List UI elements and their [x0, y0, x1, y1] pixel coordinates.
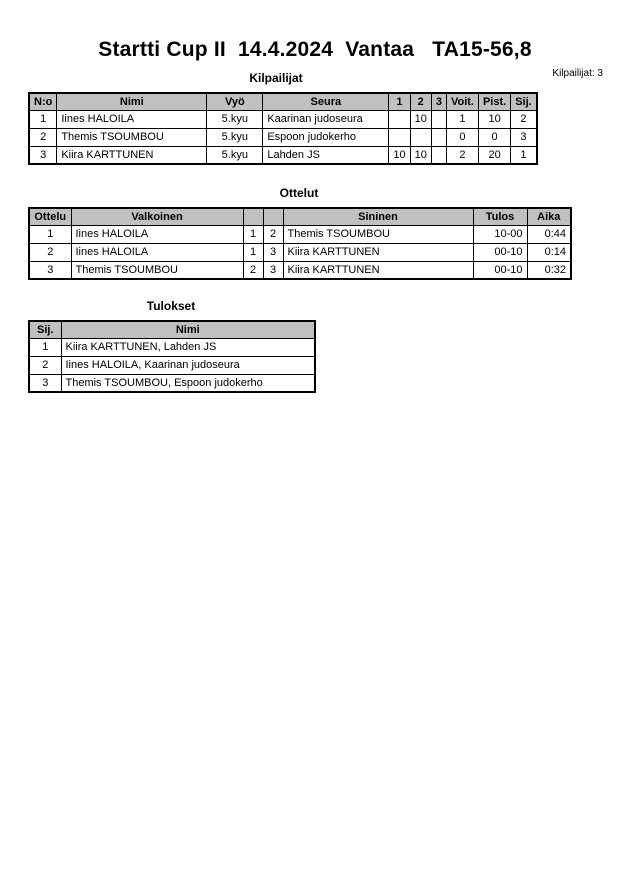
competitor-row [29, 110, 537, 128]
competitors-table [28, 92, 538, 165]
cell-name: Iines HALOILA [57, 110, 207, 128]
cell-match2 [410, 128, 431, 146]
cell-belt: 5.kyu [207, 128, 263, 146]
col-header-points: Pist. [478, 93, 510, 110]
cell-match-no: 3 [29, 261, 71, 279]
cell-blue-no: 2 [263, 225, 283, 243]
cell-points: 20 [478, 146, 510, 164]
cell-blue-no: 3 [263, 243, 283, 261]
cell-time: 0:32 [527, 261, 571, 279]
match-row [29, 243, 571, 261]
matches-heading: Ottelut [279, 186, 319, 200]
cell-white-name: Iines HALOILA [71, 225, 243, 243]
cell-rank: 2 [511, 110, 537, 128]
cell-match3 [431, 146, 446, 164]
cell-club: Lahden JS [263, 146, 389, 164]
competitors-header-row [29, 93, 537, 110]
cell-points: 0 [478, 128, 510, 146]
results-header-row [29, 321, 315, 338]
cell-match1 [389, 128, 410, 146]
col-header-name: Nimi [57, 93, 207, 110]
cell-rank: 1 [511, 146, 537, 164]
result-row [29, 374, 315, 392]
cell-white-no: 2 [243, 261, 263, 279]
cell-wins: 2 [446, 146, 478, 164]
col-header-no: N:o [29, 93, 57, 110]
cell-result-name: Kiira KARTTUNEN, Lahden JS [61, 338, 315, 356]
cell-no: 2 [29, 128, 57, 146]
cell-time: 0:14 [527, 243, 571, 261]
page-title: Startti Cup II 14.4.2024 Vantaa TA15-56,8 [98, 38, 532, 61]
col-header-match-no: Ottelu [29, 208, 71, 225]
col-header-place: Sij. [29, 321, 61, 338]
cell-result-name: Iines HALOILA, Kaarinan judoseura [61, 356, 315, 374]
cell-match-no: 2 [29, 243, 71, 261]
match-row [29, 261, 571, 279]
cell-blue-name: Themis TSOUMBOU [283, 225, 473, 243]
result-row [29, 338, 315, 356]
cell-no: 1 [29, 110, 57, 128]
col-header-wins: Voit. [446, 93, 478, 110]
cell-time: 0:44 [527, 225, 571, 243]
cell-result: 00-10 [473, 261, 527, 279]
col-header-match1: 1 [389, 93, 410, 110]
cell-blue-no: 3 [263, 261, 283, 279]
col-header-white: Valkoinen [71, 208, 243, 225]
cell-result: 00-10 [473, 243, 527, 261]
cell-match1 [389, 110, 410, 128]
cell-place: 3 [29, 374, 61, 392]
competitors-heading: Kilpailijat [249, 71, 303, 85]
col-header-result: Tulos [473, 208, 527, 225]
competitor-row [29, 128, 537, 146]
cell-white-name: Iines HALOILA [71, 243, 243, 261]
result-row [29, 356, 315, 374]
cell-club: Espoon judokerho [263, 128, 389, 146]
cell-club: Kaarinan judoseura [263, 110, 389, 128]
col-header-match3: 3 [431, 93, 446, 110]
cell-place: 1 [29, 338, 61, 356]
cell-match3 [431, 128, 446, 146]
col-header-match2: 2 [410, 93, 431, 110]
col-header-blue: Sininen [283, 208, 473, 225]
col-header-rank: Sij. [511, 93, 537, 110]
col-header-time: Aika [527, 208, 571, 225]
col-header-white-no [243, 208, 263, 225]
cell-match-no: 1 [29, 225, 71, 243]
match-row [29, 225, 571, 243]
cell-result: 10-00 [473, 225, 527, 243]
results-table [28, 320, 316, 393]
cell-match2: 10 [410, 110, 431, 128]
cell-match3 [431, 110, 446, 128]
competitors-count: Kilpailijat: 3 [552, 68, 603, 79]
cell-belt: 5.kyu [207, 110, 263, 128]
cell-name: Themis TSOUMBOU [57, 128, 207, 146]
cell-rank: 3 [511, 128, 537, 146]
cell-wins: 1 [446, 110, 478, 128]
matches-header-row [29, 208, 571, 225]
cell-white-name: Themis TSOUMBOU [71, 261, 243, 279]
matches-table [28, 207, 572, 280]
cell-belt: 5.kyu [207, 146, 263, 164]
cell-name: Kiira KARTTUNEN [57, 146, 207, 164]
col-header-club: Seura [263, 93, 389, 110]
competitor-row [29, 146, 537, 164]
col-header-blue-no [263, 208, 283, 225]
cell-white-no: 1 [243, 225, 263, 243]
col-header-belt: Vyö [207, 93, 263, 110]
cell-no: 3 [29, 146, 57, 164]
cell-blue-name: Kiira KARTTUNEN [283, 261, 473, 279]
cell-match2: 10 [410, 146, 431, 164]
cell-blue-name: Kiira KARTTUNEN [283, 243, 473, 261]
cell-result-name: Themis TSOUMBOU, Espoon judokerho [61, 374, 315, 392]
cell-wins: 0 [446, 128, 478, 146]
cell-points: 10 [478, 110, 510, 128]
cell-match1: 10 [389, 146, 410, 164]
cell-white-no: 1 [243, 243, 263, 261]
results-heading: Tulokset [146, 299, 196, 313]
col-header-result-name: Nimi [61, 321, 315, 338]
cell-place: 2 [29, 356, 61, 374]
